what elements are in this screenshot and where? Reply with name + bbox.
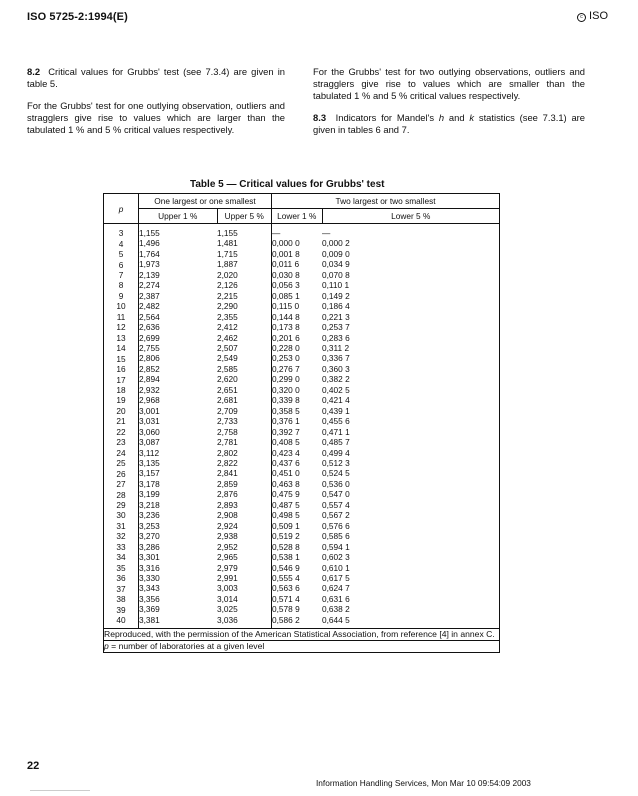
table-footnote: Reproduced, with the permission of the American Statistical Association, from reference [4] in annex C. bbox=[104, 629, 500, 641]
upper-1-cell: 3,087 bbox=[139, 437, 160, 448]
table-row bbox=[104, 385, 500, 395]
upper-1-cell: 3,301 bbox=[139, 552, 160, 563]
table-note bbox=[104, 641, 500, 653]
lower-5-cell: 0,602 3 bbox=[322, 552, 500, 562]
lower-5-cell: 0,336 7 bbox=[322, 353, 500, 363]
table-row bbox=[104, 479, 500, 489]
lower-1-cell: 0,571 4 bbox=[272, 593, 300, 604]
upper-5-cell: 1,481 bbox=[217, 238, 272, 248]
upper-5-cell: 2,938 bbox=[217, 531, 272, 541]
upper-5-cell: 2,507 bbox=[217, 343, 272, 353]
table-row bbox=[104, 343, 500, 353]
p-value-cell: 36 bbox=[104, 573, 139, 583]
table-row bbox=[104, 594, 500, 604]
p-value-cell: 16 bbox=[104, 364, 139, 374]
lower-5-cell: 0,610 1 bbox=[322, 563, 500, 573]
upper-5-cell: 3,025 bbox=[217, 604, 272, 614]
p-value-cell: 13 bbox=[104, 333, 139, 343]
upper-5-cell: 2,290 bbox=[217, 301, 272, 311]
lower-5-cell: 0,617 5 bbox=[322, 573, 500, 583]
lower-5-cell: 0,624 7 bbox=[322, 583, 500, 593]
p-value-cell: 30 bbox=[104, 510, 139, 520]
p-value-cell: 35 bbox=[104, 563, 139, 573]
clause-number: 8.3 bbox=[313, 112, 327, 123]
lower-5-cell: 0,576 6 bbox=[322, 521, 500, 531]
lower-1-cell: 0,498 5 bbox=[272, 510, 300, 521]
upper-5-cell: 2,733 bbox=[217, 416, 272, 426]
lower-1-cell: 0,437 6 bbox=[272, 457, 300, 468]
grubbs-critical-values-table bbox=[103, 193, 500, 653]
p-value-cell: 9 bbox=[104, 291, 139, 301]
upper-1-cell: 2,699 bbox=[139, 332, 160, 343]
lower-1-cell: 0,358 5 bbox=[272, 405, 300, 416]
p-value-cell: 32 bbox=[104, 531, 139, 541]
table-row bbox=[104, 552, 500, 562]
table-row bbox=[104, 521, 500, 531]
upper-1-cell: 3,316 bbox=[139, 562, 160, 573]
upper-1-cell: 3,236 bbox=[139, 510, 160, 521]
lower-1-cell: 0,376 1 bbox=[272, 416, 300, 427]
lower-5-cell: 0,536 0 bbox=[322, 479, 500, 489]
scan-mark bbox=[30, 790, 90, 791]
lower-1-cell: 0,509 1 bbox=[272, 520, 300, 531]
lower-5-cell: 0,557 4 bbox=[322, 500, 500, 510]
upper-5-cell: 2,215 bbox=[217, 291, 272, 301]
p-value-cell: 3 bbox=[104, 224, 139, 239]
table-row bbox=[104, 489, 500, 499]
p-value-cell: 26 bbox=[104, 468, 139, 478]
clause-text: Indicators for Mandel's bbox=[335, 112, 435, 123]
upper-1-cell: 1,496 bbox=[139, 238, 160, 249]
table-row bbox=[104, 458, 500, 468]
lower-1-cell: 0,276 7 bbox=[272, 363, 300, 374]
clause-number: 8.2 bbox=[27, 66, 41, 77]
lower-5-cell: 0,311 2 bbox=[322, 343, 500, 353]
lower-1-cell: 0,528 8 bbox=[272, 541, 300, 552]
upper-5-cell: 2,859 bbox=[217, 479, 272, 489]
upper-1-cell: 3,253 bbox=[139, 520, 160, 531]
lower-5-cell: 0,455 6 bbox=[322, 416, 500, 426]
imprint-line: Information Handling Services, Mon Mar 10 09:54:09 2003 bbox=[316, 778, 531, 788]
table-row bbox=[104, 406, 500, 416]
upper-1-cell: 2,932 bbox=[139, 384, 160, 395]
upper-1-cell: 2,387 bbox=[139, 290, 160, 301]
upper-5-cell: 1,887 bbox=[217, 259, 272, 269]
table-row bbox=[104, 604, 500, 614]
lower-1-cell: 0,056 3 bbox=[272, 280, 300, 291]
lower-1-cell: 0,339 8 bbox=[272, 395, 300, 406]
column-header: Lower 1 % bbox=[272, 209, 323, 224]
upper-1-cell: 3,356 bbox=[139, 593, 160, 604]
lower-1-cell: 0,487 5 bbox=[272, 499, 300, 510]
lower-5-cell: 0,471 1 bbox=[322, 427, 500, 437]
upper-1-cell: 2,894 bbox=[139, 374, 160, 385]
table-row bbox=[104, 224, 500, 239]
upper-5-cell: 1,715 bbox=[217, 249, 272, 259]
table-row bbox=[104, 291, 500, 301]
group-header-one: One largest or one smallest bbox=[139, 194, 272, 209]
upper-5-cell: 2,651 bbox=[217, 385, 272, 395]
upper-5-cell: 2,908 bbox=[217, 510, 272, 520]
upper-5-cell: 2,709 bbox=[217, 406, 272, 416]
lower-1-cell: 0,423 4 bbox=[272, 447, 300, 458]
table-row bbox=[104, 448, 500, 458]
upper-5-cell: 2,893 bbox=[217, 500, 272, 510]
lower-1-cell: 0,030 8 bbox=[272, 269, 300, 280]
table-row bbox=[104, 301, 500, 311]
upper-1-cell: 3,218 bbox=[139, 499, 160, 510]
lower-5-cell: 0,524 5 bbox=[322, 468, 500, 478]
lower-1-cell: 0,000 0 bbox=[272, 238, 300, 249]
lower-1-cell: 0,173 8 bbox=[272, 322, 300, 333]
table-row bbox=[104, 615, 500, 629]
p-value-cell: 25 bbox=[104, 458, 139, 468]
upper-1-cell: 2,968 bbox=[139, 395, 160, 406]
upper-1-cell: 3,031 bbox=[139, 416, 160, 427]
p-value-cell: 18 bbox=[104, 385, 139, 395]
upper-5-cell: 2,126 bbox=[217, 280, 272, 290]
k-symbol: k bbox=[469, 112, 475, 123]
table-row bbox=[104, 510, 500, 520]
lower-1-cell: 0,408 5 bbox=[272, 437, 300, 448]
table-row bbox=[104, 573, 500, 583]
table-row bbox=[104, 563, 500, 573]
p-value-cell: 38 bbox=[104, 594, 139, 604]
page-number: 22 bbox=[27, 760, 40, 772]
lower-1-cell: 0,563 6 bbox=[272, 583, 300, 594]
lower-1-cell: 0,201 6 bbox=[272, 332, 300, 343]
lower-1-cell: 0,463 8 bbox=[272, 478, 300, 489]
upper-1-cell: 3,060 bbox=[139, 426, 160, 437]
upper-1-cell: 3,001 bbox=[139, 405, 160, 416]
p-value-cell: 33 bbox=[104, 542, 139, 552]
upper-1-cell: 1,973 bbox=[139, 259, 160, 270]
p-value-cell: 5 bbox=[104, 249, 139, 259]
upper-5-cell: 2,876 bbox=[217, 489, 272, 499]
note-text: = number of laboratories at a given level bbox=[111, 641, 265, 652]
lower-5-cell: 0,594 1 bbox=[322, 542, 500, 552]
note-p-symbol: p bbox=[104, 641, 109, 652]
upper-1-cell: 3,178 bbox=[139, 478, 160, 489]
upper-1-cell: 3,286 bbox=[139, 541, 160, 552]
left-column bbox=[27, 66, 285, 146]
table-row bbox=[104, 395, 500, 405]
upper-5-cell: 1,155 bbox=[217, 224, 272, 239]
upper-5-cell: 2,991 bbox=[217, 573, 272, 583]
h-symbol: h bbox=[438, 112, 445, 123]
upper-1-cell: 2,852 bbox=[139, 363, 160, 374]
upper-1-cell: 3,270 bbox=[139, 531, 160, 542]
upper-1-cell: 2,482 bbox=[139, 301, 160, 312]
upper-5-cell: 3,003 bbox=[217, 583, 272, 593]
lower-5-cell: 0,253 7 bbox=[322, 322, 500, 332]
table-body bbox=[104, 224, 500, 629]
upper-5-cell: 2,355 bbox=[217, 312, 272, 322]
upper-5-cell: 2,462 bbox=[217, 333, 272, 343]
upper-1-cell: 3,135 bbox=[139, 457, 160, 468]
column-header: Lower 5 % bbox=[322, 209, 500, 224]
clause-and: and bbox=[448, 112, 465, 123]
lower-1-cell: 0,299 0 bbox=[272, 374, 300, 385]
standard-designation: ISO 5725-2:1994(E) bbox=[27, 11, 128, 23]
lower-1-cell: 0,115 0 bbox=[272, 301, 300, 312]
lower-5-cell: 0,631 6 bbox=[322, 594, 500, 604]
p-value-cell: 14 bbox=[104, 343, 139, 353]
upper-1-cell: 2,139 bbox=[139, 269, 160, 280]
lower-5-cell: 0,360 3 bbox=[322, 364, 500, 374]
upper-5-cell: 2,841 bbox=[217, 468, 272, 478]
column-header: Upper 1 % bbox=[139, 209, 218, 224]
upper-5-cell: 2,549 bbox=[217, 353, 272, 363]
lower-5-cell: 0,110 1 bbox=[322, 280, 500, 290]
right-column bbox=[313, 66, 585, 146]
table-row bbox=[104, 270, 500, 280]
lower-1-cell: 0,555 4 bbox=[272, 572, 300, 583]
upper-1-cell: 3,330 bbox=[139, 572, 160, 583]
upper-1-cell: 2,636 bbox=[139, 322, 160, 333]
upper-1-cell: 3,343 bbox=[139, 583, 160, 594]
p-value-cell: 34 bbox=[104, 552, 139, 562]
p-value-cell: 6 bbox=[104, 259, 139, 269]
upper-5-cell: 2,979 bbox=[217, 563, 272, 573]
lower-5-cell: 0,402 5 bbox=[322, 385, 500, 395]
column-header: Upper 5 % bbox=[217, 209, 272, 224]
upper-1-cell: 3,157 bbox=[139, 468, 160, 479]
lower-5-cell: 0,186 4 bbox=[322, 301, 500, 311]
upper-5-cell: 2,924 bbox=[217, 521, 272, 531]
table-title: Table 5 — Critical values for Grubbs' test bbox=[190, 179, 385, 190]
upper-5-cell: 2,802 bbox=[217, 448, 272, 458]
lower-5-cell: — bbox=[322, 224, 500, 239]
table-row bbox=[104, 333, 500, 343]
clause-8-3 bbox=[313, 112, 585, 136]
lower-5-cell: 0,567 2 bbox=[322, 510, 500, 520]
lower-1-cell: 0,392 7 bbox=[272, 426, 300, 437]
p-value-cell: 17 bbox=[104, 374, 139, 384]
lower-1-cell: 0,546 9 bbox=[272, 562, 300, 573]
lower-5-cell: 0,485 7 bbox=[322, 437, 500, 447]
p-value-cell: 20 bbox=[104, 406, 139, 416]
table-row bbox=[104, 312, 500, 322]
p-value-cell: 31 bbox=[104, 521, 139, 531]
lower-1-cell: 0,578 9 bbox=[272, 604, 300, 615]
upper-1-cell: 2,564 bbox=[139, 311, 160, 322]
lower-5-cell: 0,034 9 bbox=[322, 259, 500, 269]
p-value-cell: 15 bbox=[104, 353, 139, 363]
upper-5-cell: 2,681 bbox=[217, 395, 272, 405]
upper-5-cell: 2,585 bbox=[217, 364, 272, 374]
table-row bbox=[104, 364, 500, 374]
lower-1-cell: 0,519 2 bbox=[272, 531, 300, 542]
table-row bbox=[104, 280, 500, 290]
lower-5-cell: 0,382 2 bbox=[322, 374, 500, 384]
p-value-cell: 27 bbox=[104, 479, 139, 489]
table-row bbox=[104, 583, 500, 593]
upper-1-cell: 3,199 bbox=[139, 489, 160, 500]
lower-5-cell: 0,644 5 bbox=[322, 615, 500, 629]
table-row bbox=[104, 249, 500, 259]
lower-1-cell: 0,228 0 bbox=[272, 342, 300, 353]
table-row bbox=[104, 238, 500, 248]
upper-1-cell: 1,764 bbox=[139, 248, 160, 259]
lower-5-cell: 0,283 6 bbox=[322, 333, 500, 343]
p-value-cell: 19 bbox=[104, 395, 139, 405]
lower-5-cell: 0,149 2 bbox=[322, 291, 500, 301]
p-column-header: p bbox=[104, 194, 139, 224]
clause-text-cont: statistics (see 7.3.1) are given in tables 6 and 7. bbox=[313, 112, 586, 135]
lower-5-cell: 0,638 2 bbox=[322, 604, 500, 614]
p-value-cell: 23 bbox=[104, 437, 139, 447]
p-value-cell: 8 bbox=[104, 280, 139, 290]
upper-5-cell: 2,952 bbox=[217, 542, 272, 552]
p-value-cell: 40 bbox=[104, 615, 139, 629]
p-value-cell: 22 bbox=[104, 427, 139, 437]
lower-1-cell: 0,586 2 bbox=[272, 615, 323, 629]
clause-text: Critical values for Grubbs' test (see 7.3.4) are given in table 5. bbox=[27, 66, 285, 89]
upper-1-cell: 2,806 bbox=[139, 353, 160, 364]
p-value-cell: 39 bbox=[104, 604, 139, 614]
upper-5-cell: 2,020 bbox=[217, 270, 272, 280]
lower-5-cell: 0,547 0 bbox=[322, 489, 500, 499]
p-value-cell: 7 bbox=[104, 270, 139, 280]
table-row bbox=[104, 374, 500, 384]
table-row bbox=[104, 416, 500, 426]
upper-5-cell: 3,036 bbox=[217, 615, 272, 629]
table-row bbox=[104, 542, 500, 552]
upper-5-cell: 2,412 bbox=[217, 322, 272, 332]
lower-5-cell: 0,009 0 bbox=[322, 249, 500, 259]
p-value-cell: 10 bbox=[104, 301, 139, 311]
p-value-cell: 28 bbox=[104, 489, 139, 499]
lower-5-cell: 0,000 2 bbox=[322, 238, 500, 248]
upper-5-cell: 2,758 bbox=[217, 427, 272, 437]
upper-1-cell: 1,155 bbox=[139, 228, 160, 238]
paragraph-two-outliers: For the Grubbs' test for two outlying observations, outliers and stragglers give rise to values which are smaller than the tabulated 1 % and 5 % critical values respectively. bbox=[313, 66, 585, 101]
table-row bbox=[104, 353, 500, 363]
p-value-cell: 12 bbox=[104, 322, 139, 332]
clause-8-2 bbox=[27, 66, 285, 90]
upper-1-cell: 2,755 bbox=[139, 342, 160, 353]
upper-1-cell: 3,381 bbox=[139, 615, 218, 629]
upper-1-cell: 3,112 bbox=[139, 447, 160, 458]
upper-5-cell: 3,014 bbox=[217, 594, 272, 604]
copyright-icon: c bbox=[577, 13, 586, 22]
paragraph-one-outlier: For the Grubbs' test for one outlying observation, outliers and stragglers give rise to values which are larger than the tabulated 1 % and 5 % critical values respectively. bbox=[27, 100, 285, 135]
table-row bbox=[104, 468, 500, 478]
lower-5-cell: 0,421 4 bbox=[322, 395, 500, 405]
table-row bbox=[104, 427, 500, 437]
lower-1-cell: 0,451 0 bbox=[272, 468, 300, 479]
p-value-cell: 24 bbox=[104, 448, 139, 458]
lower-5-cell: 0,499 4 bbox=[322, 448, 500, 458]
publisher-label: ISO bbox=[589, 10, 608, 22]
lower-1-cell: 0,085 1 bbox=[272, 290, 300, 301]
table-row bbox=[104, 322, 500, 332]
lower-1-cell: 0,320 0 bbox=[272, 384, 300, 395]
table-row bbox=[104, 259, 500, 269]
table-row bbox=[104, 531, 500, 541]
iso-copyright bbox=[577, 10, 608, 22]
lower-5-cell: 0,512 3 bbox=[322, 458, 500, 468]
table-row bbox=[104, 500, 500, 510]
p-value-cell: 4 bbox=[104, 238, 139, 248]
lower-5-cell: 0,070 8 bbox=[322, 270, 500, 280]
p-value-cell: 37 bbox=[104, 583, 139, 593]
lower-5-cell: 0,585 6 bbox=[322, 531, 500, 541]
p-value-cell: 21 bbox=[104, 416, 139, 426]
upper-5-cell: 2,965 bbox=[217, 552, 272, 562]
lower-1-cell: 0,253 0 bbox=[272, 353, 300, 364]
table-row bbox=[104, 437, 500, 447]
p-value-cell: 11 bbox=[104, 312, 139, 322]
lower-1-cell: 0,475 9 bbox=[272, 489, 300, 500]
lower-1-cell: 0,144 8 bbox=[272, 311, 300, 322]
lower-1-cell: 0,011 6 bbox=[272, 259, 300, 270]
lower-1-cell: — bbox=[272, 228, 281, 238]
lower-5-cell: 0,439 1 bbox=[322, 406, 500, 416]
lower-1-cell: 0,001 8 bbox=[272, 248, 300, 259]
lower-1-cell: 0,538 1 bbox=[272, 552, 300, 563]
group-header-two: Two largest or two smallest bbox=[272, 194, 500, 209]
upper-5-cell: 2,822 bbox=[217, 458, 272, 468]
lower-5-cell: 0,221 3 bbox=[322, 312, 500, 322]
upper-5-cell: 2,781 bbox=[217, 437, 272, 447]
upper-1-cell: 2,274 bbox=[139, 280, 160, 291]
upper-1-cell: 3,369 bbox=[139, 604, 160, 615]
upper-5-cell: 2,620 bbox=[217, 374, 272, 384]
p-value-cell: 29 bbox=[104, 500, 139, 510]
